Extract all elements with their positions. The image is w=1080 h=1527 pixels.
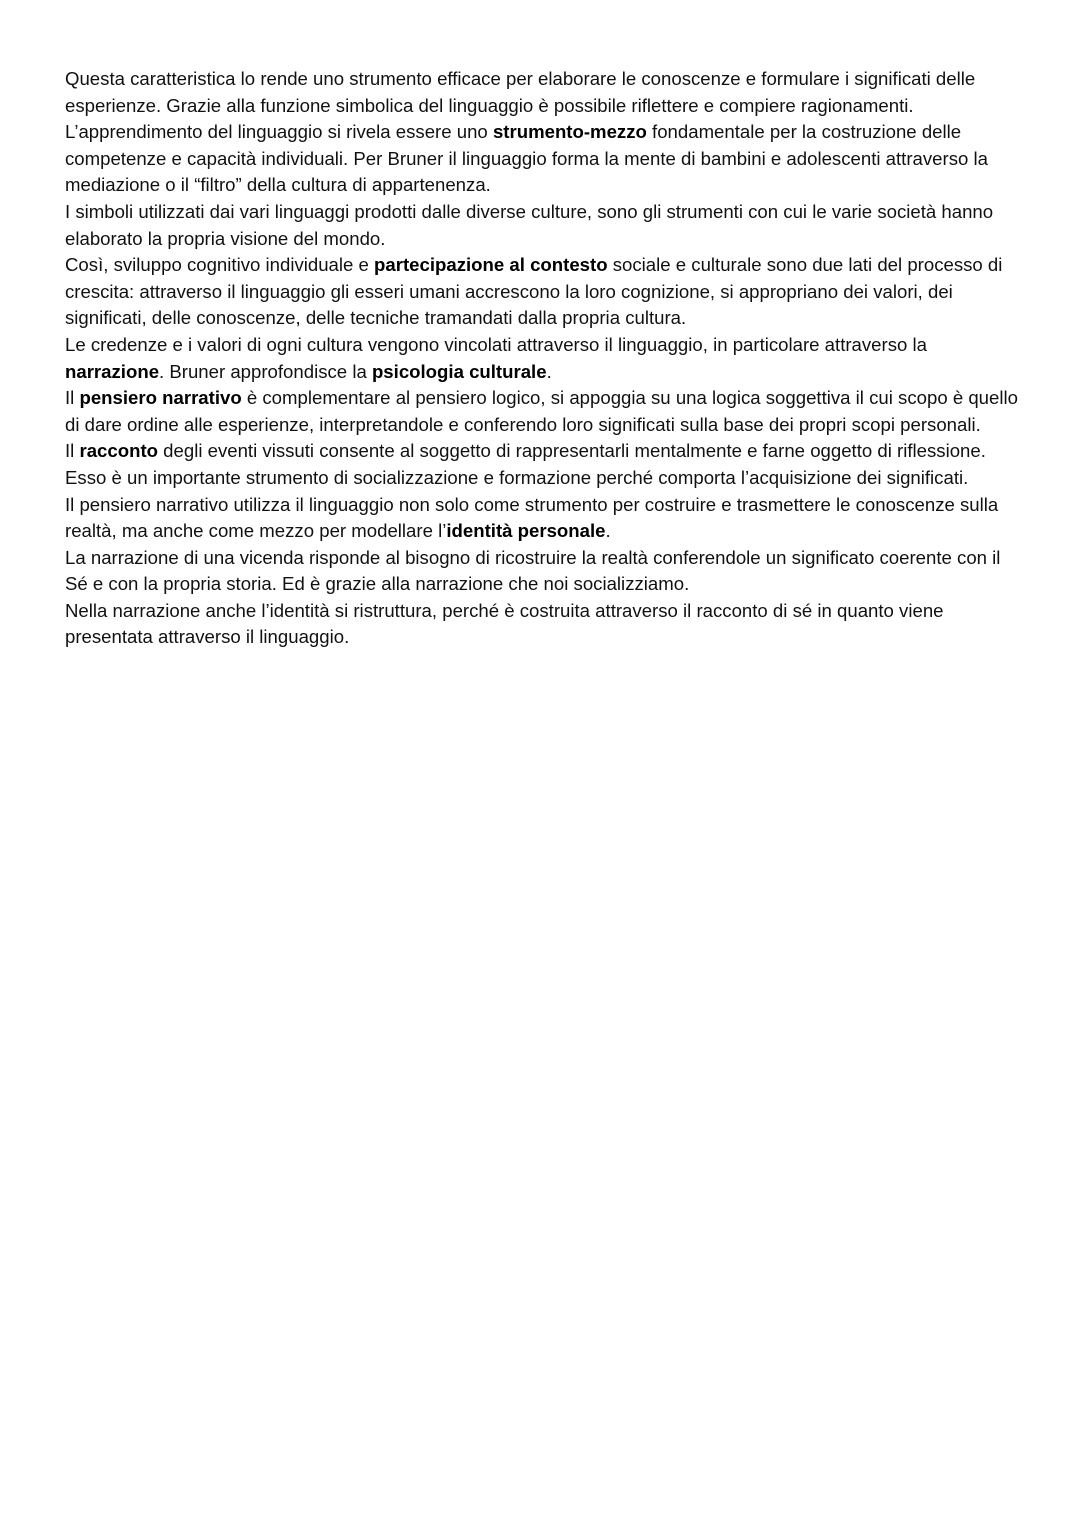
- bold-term: identità personale: [446, 520, 606, 542]
- paragraph: Il pensiero narrativo è complementare al pensiero logico, si appoggia su una logica soggettiva il cui scopo è quello di dare ordine alle esperienze, interpretandole e conferendo loro significati sulla base dei propri scopi personali.: [65, 387, 1018, 435]
- paragraph: Il racconto degli eventi vissuti consente al soggetto di rappresentarli mentalmente e farne oggetto di riflessione. Esso è un importante strumento di socializzazione e formazione perché comporta l’acquisizione dei significati.: [65, 440, 986, 488]
- document-body: [65, 66, 1025, 651]
- paragraph: Nella narrazione anche l’identità si ristruttura, perché è costruita attraverso il racconto di sé in quanto viene presentata attraverso il linguaggio.: [65, 599, 944, 648]
- paragraph: L’apprendimento del linguaggio si rivela essere uno strumento-mezzo fondamentale per la costruzione delle competenze e capacità individuali. Per Bruner il linguaggio forma la mente di bambini e adolescenti attraverso la mediazione o il “filtro” della cultura di appartenenza.: [65, 121, 988, 196]
- bold-term: pensiero narrativo: [79, 387, 242, 409]
- paragraph: Le credenze e i valori di ogni cultura vengono vincolati attraverso il linguaggio, in particolare attraverso la narrazione. Bruner approfondisce la psicologia culturale.: [65, 333, 927, 382]
- paragraph: I simboli utilizzati dai vari linguaggi prodotti dalle diverse culture, sono gli strumenti con cui le varie società hanno elaborato la propria visione del mondo.: [65, 200, 994, 249]
- bold-term: narrazione: [65, 360, 160, 382]
- bold-term: racconto: [79, 440, 158, 462]
- paragraph: Questa caratteristica lo rende uno strumento efficace per elaborare le conoscenze e formulare i significati delle esperienze. Grazie alla funzione simbolica del linguaggio è possibile riflettere e compiere ragionamenti.: [65, 68, 976, 116]
- paragraph: La narrazione di una vicenda risponde al bisogno di ricostruire la realtà conferendole un significato coerente con il Sé e con la propria storia. Ed è grazie alla narrazione che noi socializziamo.: [65, 546, 1001, 595]
- paragraph: Così, sviluppo cognitivo individuale e partecipazione al contesto sociale e culturale sono due lati del processo di crescita: attraverso il linguaggio gli esseri umani accrescono la loro cognizione, si appropriano dei valori, dei significati, delle conoscenze, delle tecniche tramandati dalla propria cultura.: [65, 254, 1003, 329]
- bold-term: psicologia culturale: [371, 360, 547, 382]
- paragraph: Il pensiero narrativo utilizza il linguaggio non solo come strumento per costruire e trasmettere le conoscenze sulla realtà, ma anche come mezzo per modellare l’identità personale.: [65, 493, 999, 542]
- bold-term: strumento-mezzo: [492, 121, 647, 143]
- bold-term: partecipazione al contesto: [374, 254, 608, 276]
